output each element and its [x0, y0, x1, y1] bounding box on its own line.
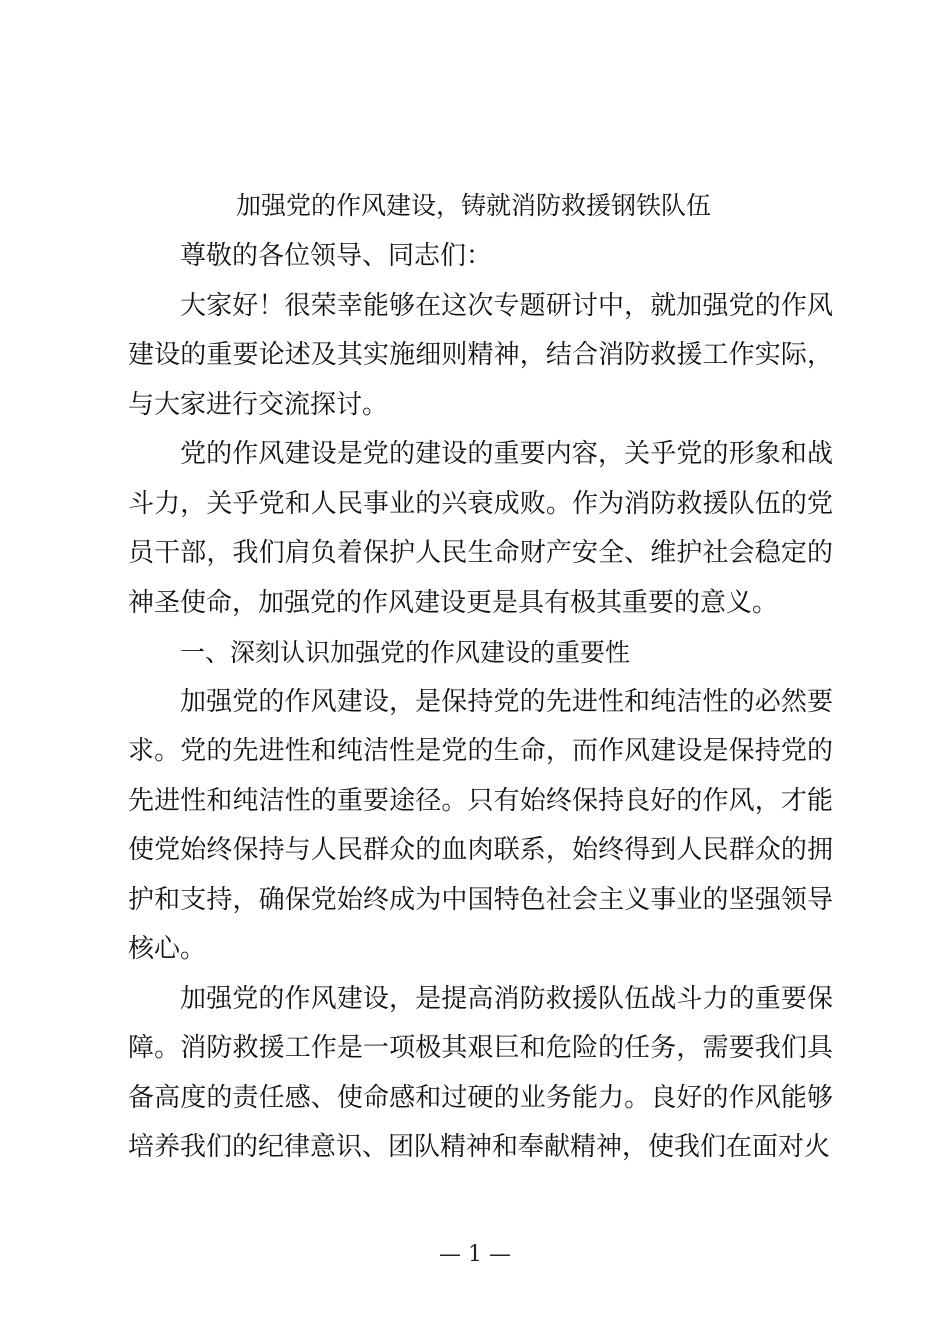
- page-number: — 1 —: [439, 1242, 511, 1267]
- document-body: [128, 232, 833, 1173]
- salutation: 尊敬的各位领导、同志们：: [180, 241, 493, 271]
- section-heading-1: 一、深刻认识加强党的作风建设的重要性: [180, 638, 631, 667]
- paragraph-section-1-a: 加强党的作风建设，是保持党的先进性和纯洁性的必然要求。党的先进性和纯洁性是党的生命，而作风建设是保持党的先进性和纯洁性的重要途径。只有始终保持良好的作风，才能使党始终保持与人民群众的血肉联系，始终得到人民群众的拥护和支持，确保党始终成为中国特色社会主义事业的坚强领导核心。: [128, 686, 833, 964]
- paragraph-greeting: 大家好！很荣幸能够在这次专题研讨中，就加强党的作风建设的重要论述及其实施细则精神，结合消防救援工作实际，与大家进行交流探讨。: [128, 290, 833, 420]
- document-title: 加强党的作风建设，铸就消防救援钢铁队伍: [236, 191, 712, 220]
- paragraph-intro: 党的作风建设是党的建设的重要内容，关乎党的形象和战斗力，关乎党和人民事业的兴衰成败。作为消防救援队伍的党员干部，我们肩负着保护人民生命财产安全、维护社会稳定的神圣使命，加强党的作风建设更是具有极其重要的意义。: [128, 439, 833, 618]
- paragraph-section-1-b: 加强党的作风建设，是提高消防救援队伍战斗力的重要保障。消防救援工作是一项极其艰巨和危险的任务，需要我们具备高度的责任感、使命感和过硬的业务能力。良好的作风能够培养我们的纪律意识、团队精神和奉献精神，使我们在面对火: [128, 983, 833, 1162]
